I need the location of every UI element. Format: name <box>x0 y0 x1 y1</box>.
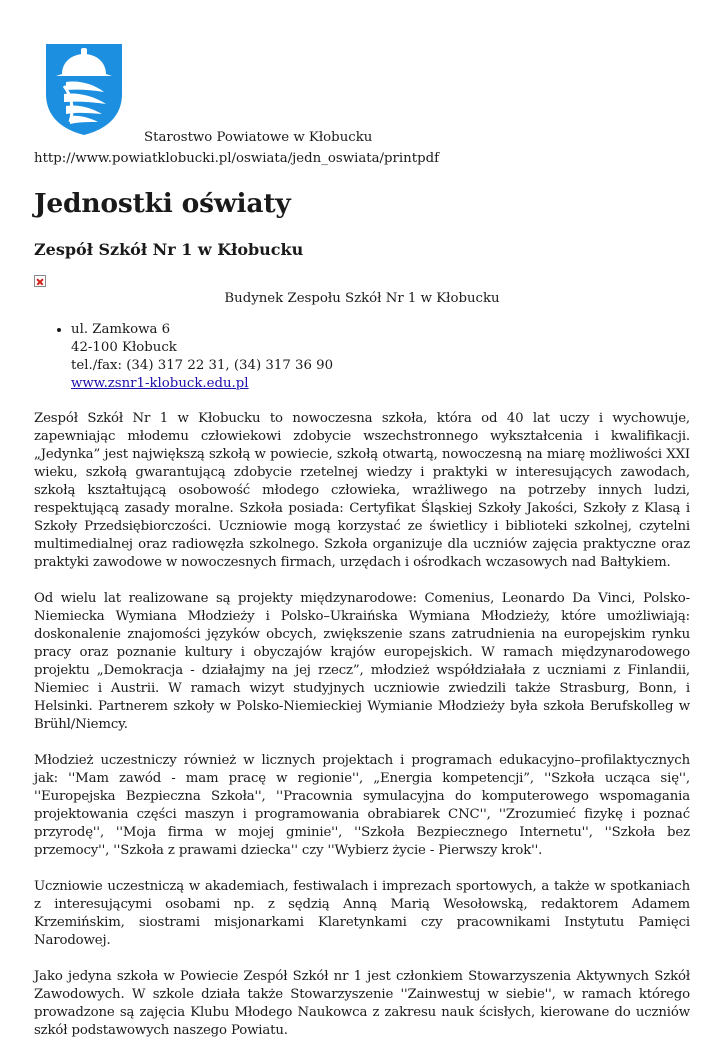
contact-phone: tel./fax: (34) 317 22 31, (34) 317 36 90 <box>71 358 334 373</box>
header <box>34 40 690 145</box>
paragraph: Uczniowie uczestniczą w akademiach, festiwalach i imprezach sportowych, a także w spotkaniach z interesującymi osobami np. z sędzią Anną Marią Wesołowską, redaktorem Adamem Krzemińskim, siostrami misjonarkami Klaretynkami czy pracownikami Instytutu Pamięci Narodowej. <box>34 879 690 948</box>
article-body <box>34 410 690 1040</box>
school-website-link[interactable]: www.zsnr1-klobuck.edu.pl <box>71 376 249 391</box>
site-name: Starostwo Powiatowe w Kłobucku <box>144 130 373 145</box>
contact-list <box>34 321 690 393</box>
section-title: Zespół Szkół Nr 1 w Kłobucku <box>34 240 304 259</box>
contact-street: ul. Zamkowa 6 <box>71 322 171 337</box>
page-title: Jednostki oświaty <box>34 188 291 219</box>
contact-postal-city: 42-100 Kłobuck <box>71 340 177 355</box>
paragraph: Młodzież uczestniczy również w licznych projektach i programach edukacyjno–profilaktycznych jak: ''Mam zawód - mam pracę w regionie'', „Energia kompetencji”, ''Szkoła ucząca się'', ''Europejska Bezpieczna Szkoła'', ''Pracownia symulacyjna do komputerowego wspomagania projektowania części maszyn i programowania obrabiarek CNC'', ''Zrozumieć fizykę i poznać przyrodę'', ''Moja firma w mojej gminie'', ''Szkoła Bezpiecznego Internetu'', ''Szkoła bez przemocy'', ''Szkoła z prawami dziecka'' czy ''Wybierz życie - Pierwszy krok''. <box>34 753 690 858</box>
broken-image-icon <box>34 275 46 287</box>
document-page <box>34 40 690 1040</box>
image-caption: Budynek Zespołu Szkół Nr 1 w Kłobucku <box>224 291 500 306</box>
print-url: http://www.powiatklobucki.pl/oswiata/jedn_oswiata/printpdf <box>34 151 440 166</box>
paragraph: Zespół Szkół Nr 1 w Kłobucku to nowoczesna szkoła, która od 40 lat uczy i wychowuje, zapewniając młodemu człowiekowi zdobycie wszechstronnego wykształcenia i kwalifikacji. „Jedynka” jest największą szkołą w powiecie, szkołą otwartą, nowoczesną na miarę możliwości XXI wieku, szkołą gwarantującą zdobycie rzetelnej wiedzy i praktyki w interesujących zawodach, szkołą kształtującą osobowość młodego człowieka, wrażliwego na potrzeby innych ludzi, respektującą zasady moralne. Szkoła posiada: Certyfikat Śląskiej Szkoły Jakości, Szkoły z Klasą i Szkoły Przedsiębiorczości. Uczniowie mogą korzystać ze świetlicy i biblioteki szkolnej, czytelni multimedialnej oraz radiowęzła szkolnego. Szkoła organizuje dla uczniów zajęcia praktyczne oraz praktyki zawodowe w nowoczesnych firmach, urzędach i ośrodkach wczasowych nad Bałtykiem. <box>34 411 690 570</box>
paragraph: Od wielu lat realizowane są projekty międzynarodowe: Comenius, Leonardo Da Vinci, Polsko-Niemiecka Wymiana Młodzieży i Polsko–Ukraińska Wymiana Młodzieży, które umożliwiają: doskonalenie znajomości języków obcych, zwiększenie szans zatrudnienia na europejskim rynku pracy oraz poznanie kultury i obyczajów krajów europejskich. W ramach międzynarodowego projektu „Demokracja - działajmy na jej rzecz”, młodzież współdziałała z uczniami z Finlandii, Niemiec i Austrii. W ramach wizyt studyjnych uczniowie zwiedzili także Strasburg, Bonn, i Helsinki. Partnerem szkoły w Polsko-Niemieckiej Wymianie Młodzieży była szkoła Berufskolleg w Brühl/Niemcy. <box>34 591 690 732</box>
coat-of-arms-logo <box>44 42 124 136</box>
paragraph: Jako jedyna szkoła w Powiecie Zespół Szkół nr 1 jest członkiem Stowarzyszenia Aktywnych Szkół Zawodowych. W szkole działa także Stowarzyszenie ''Zainwestuj w siebie'', w ramach którego prowadzone są zajęcia Klubu Młodego Naukowca z zakresu nauk ścisłych, kierowane do uczniów szkół podstawowych naszego Powiatu. <box>34 969 690 1038</box>
contact-item <box>71 321 690 393</box>
